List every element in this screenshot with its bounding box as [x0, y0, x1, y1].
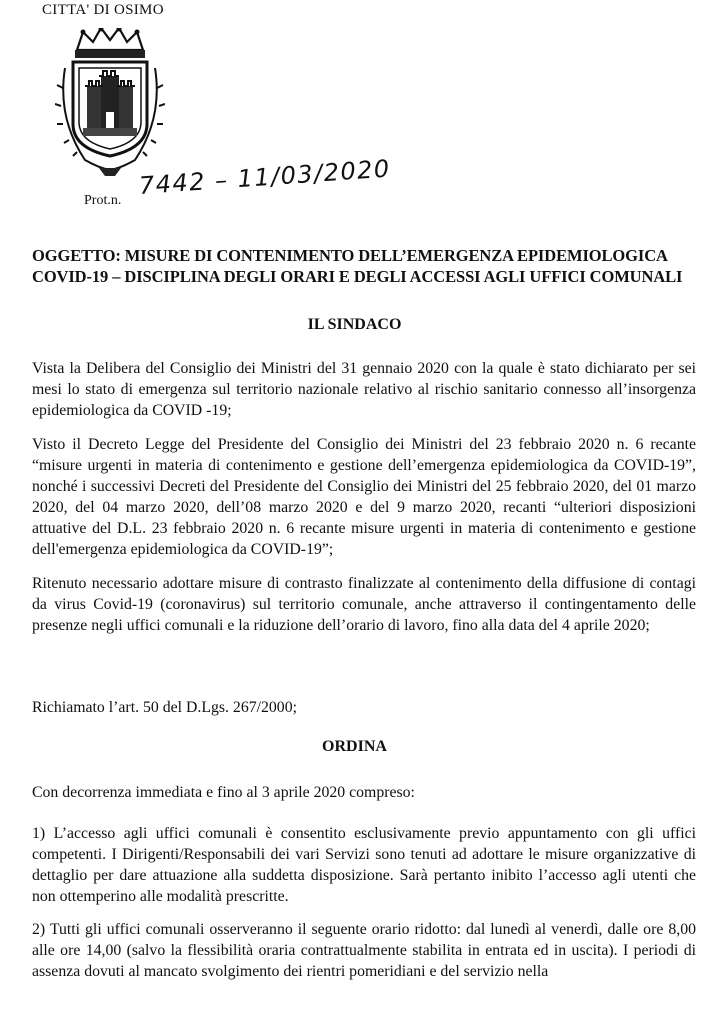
- order-item-2: 2) Tutti gli uffici comunali osserveranno il seguente orario ridotto: dal lunedì al venerdì, dalle ore 8,00 alle ore 14,00 (salvo la flessibilità oraria contrattualmente stabilita in entrata ed in uscita). I periodi di assenza dovuti al mancato svolgimento dei rientri pomeridiani e del servizio nella: [32, 921, 696, 980]
- protocol-number: 7442 – 11/03/2020: [138, 154, 392, 200]
- order-intro: Con decorrenza immediata e fino al 3 aprile 2020 compreso:: [32, 784, 415, 801]
- paragraph-delibera: Vista la Delibera del Consiglio dei Ministri del 31 gennaio 2020 con la quale è stato dichiarato per sei mesi lo stato di emergenza sul territorio nazionale relativo al rischio sanitario connesso all’insorgenza epidemiologica da COVID -19;: [32, 360, 696, 419]
- document-subject: OGGETTO: MISURE DI CONTENIMENTO DELL’EMERGENZA EPIDEMIOLOGICA COVID-19 – DISCIPLINA DEGLI ORARI E DEGLI ACCESSI AGLI UFFICI COMUNALI: [32, 246, 683, 286]
- order-item-1: 1) L’accesso agli uffici comunali è consentito esclusivamente previo appuntamento con gli uffici competenti. I Dirigenti/Responsabili dei vari Servizi sono tenuti ad adottare le misure organizzative di dettaglio per dare attuazione alla suddetta disposizione. Sarà pertanto inibito l’accesso agli utenti che non ottemperino alle modalità prescritte.: [32, 825, 696, 905]
- paragraph-ritenuto: Ritenuto necessario adottare misure di contrasto finalizzate al contenimento della diffusione di contagi da virus Covid-19 (coronavirus) sul territorio comunale, anche attraverso il contingentamento delle presenze negli uffici comunali e la riduzione dell’orario di lavoro, fino alla data del 4 aprile 2020;: [32, 575, 696, 634]
- paragraph-decreto: Visto il Decreto Legge del Presidente del Consiglio dei Ministri del 23 febbraio 2020 n. 6 recante “misure urgenti in materia di contenimento e gestione dell’emergenza epidemiologica da COVID-19”, nonché i successivi Decreti del Presidente del Consiglio dei Ministri del 25 febbraio 2020, del 01 marzo 2020, del 04 marzo 2020, dell’08 marzo 2020 e del 9 marzo 2020, recanti “ulteriori disposizioni attuative del D.L. 23 febbraio 2020 n. 6 recante misure urgenti in materia di contenimento e gestione dell'emergenza epidemiologica da COVID-19”;: [32, 436, 696, 558]
- city-coat-of-arms-icon: [55, 28, 165, 176]
- city-name: CITTA' DI OSIMO: [42, 2, 164, 18]
- protocol-label: Prot.n.: [84, 193, 122, 208]
- paragraph-richiamato: Richiamato l’art. 50 del D.Lgs. 267/2000;: [32, 699, 297, 716]
- heading-ordina: ORDINA: [322, 738, 387, 755]
- heading-il-sindaco: IL SINDACO: [307, 316, 402, 333]
